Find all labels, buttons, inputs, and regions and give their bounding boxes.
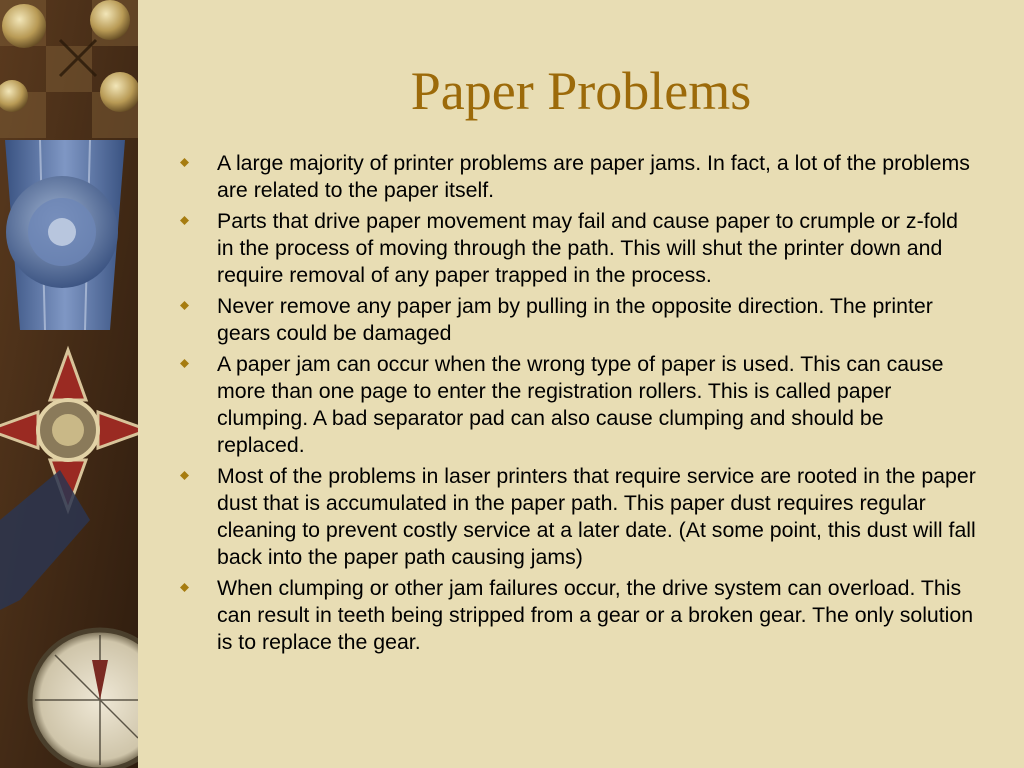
diamond-bullet-icon [180,583,189,592]
bullet-text: Most of the problems in laser printers that require service are rooted in the paper dust that is accumulated in the paper path. This paper dust requires regular cleaning to prevent costly service at a later date. (At some point, this dust will fall back into the paper path causing jams) [217,464,976,569]
diamond-bullet-icon [180,158,189,167]
bullet-text: When clumping or other jam failures occur, the drive system can overload. This can result in teeth being stripped from a gear or a broken gear. The only solution is to replace the gear. [217,576,974,654]
bullet-text: A large majority of printer problems are paper jams. In fact, a lot of the problems are related to the paper itself. [217,151,970,202]
bullet-item [176,208,976,289]
decorative-medal-photo [0,0,138,768]
bullet-text: Parts that drive paper movement may fail and cause paper to crumple or z-fold in the process of moving through the path. This will shut the printer down and require removal of any paper trapped in the process. [217,209,959,287]
slide-title: Paper Problems [410,61,752,121]
diamond-bullet-icon [180,216,189,225]
bullet-item [176,463,976,571]
bullet-item [176,150,976,204]
bullet-text: A paper jam can occur when the wrong type of paper is used. This can cause more than one page to enter the registration rollers. This is called paper clumping. A bad separator pad can also cause clumping and should be replaced. [217,352,944,457]
bullet-item [176,575,976,656]
diamond-bullet-icon [180,471,189,480]
bullet-item [176,351,976,459]
diamond-bullet-icon [180,359,189,368]
bullet-list [176,150,976,660]
bullet-item [176,293,976,347]
bullet-text: Never remove any paper jam by pulling in the opposite direction. The printer gears could be damaged [217,294,933,345]
diamond-bullet-icon [180,301,189,310]
medal-collage-image [0,0,138,768]
